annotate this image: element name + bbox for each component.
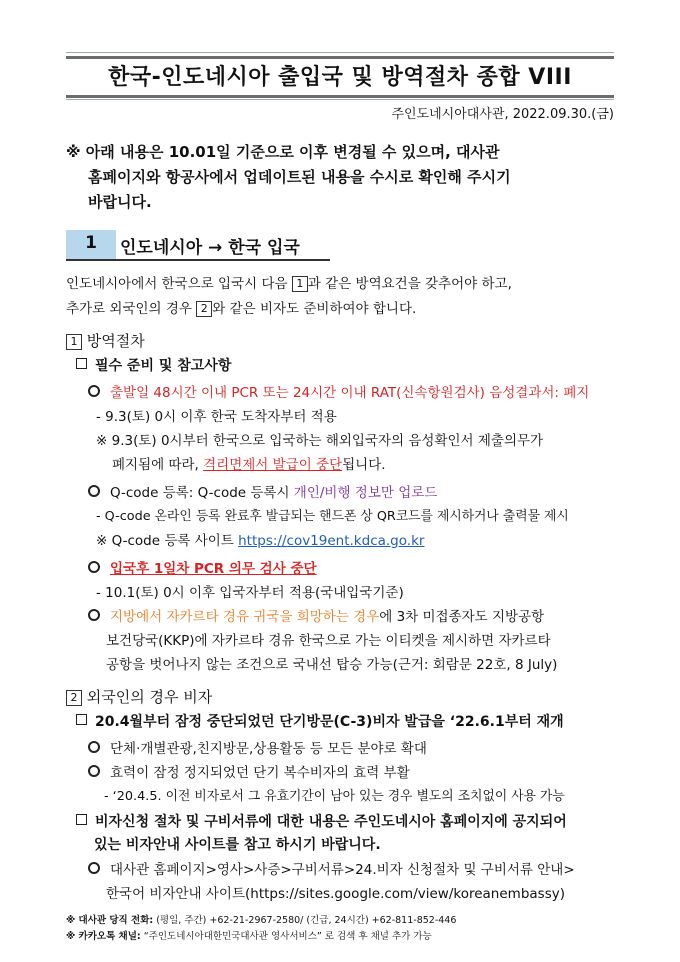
notice-line-2: 홈페이지와 항공사에서 업데이트된 내용을 수시로 확인해 주시기 <box>88 168 511 186</box>
circle-bullet-icon <box>88 385 100 397</box>
footer-duty-phone: ※ 대사관 당직 전화: (평일, 주간) +62-21-2967-2580/ (긴급, 24시간) +62-811-852-446 <box>66 915 457 926</box>
top-rule-thick <box>66 56 614 59</box>
part2-sub2-line-2: 있는 비자안내 사이트를 참고 하시기 바랍니다. <box>94 837 381 853</box>
item-qcode: Q-code 등록: Q-code 등록시 개인/비행 정보만 업로드 <box>88 481 437 501</box>
item-pcr-note-1: ※ 9.3(토) 0시부터 한국으로 입국하는 해외입국자의 음성확인서 제출의무가 <box>96 433 544 449</box>
document-title: 한국-인도네시아 출입국 및 방역절차 종합 VIII <box>108 65 572 90</box>
circle-bullet-icon <box>88 561 100 573</box>
part1-subheading: 필수 준비 및 참고사항 <box>76 355 231 375</box>
item-transit: 지방에서 자카르타 경유 귀국을 희망하는 경우에 3차 미접종자도 지방공항 <box>88 605 544 625</box>
boxed-number: 2 <box>66 690 82 706</box>
part2-sub1: 20.4월부터 잠정 중단되었던 단기방문(C-3)비자 발급을 ‘22.6.1부터 재개 <box>76 711 564 731</box>
part2-sub2-item1: 대사관 홈페이지>영사>사증>구비서류>24.비자 신청절차 및 구비서류 안내> <box>88 858 575 878</box>
part2-sub2: 비자신청 절차 및 구비서류에 대한 내용은 주인도네시아 홈페이지에 공지되어 <box>76 811 567 831</box>
part1-heading: 1 방역절차 <box>66 330 145 351</box>
item-transit-line-2: 보건당국(KKP)에 자카르타 경유 한국으로 가는 이티켓을 제시하면 자카르타 <box>106 633 551 649</box>
circle-bullet-icon <box>88 609 100 621</box>
item-transit-line-3: 공항을 벗어나지 않는 조건으로 국내선 탑승 가능(근거: 회람문 22호, 8 July) <box>106 657 558 673</box>
circle-bullet-icon <box>88 485 100 497</box>
part2-sub1-item2: 효력이 잠정 정지되었던 단기 복수비자의 효력 부활 <box>88 761 410 781</box>
square-bullet-icon <box>76 814 87 825</box>
notice-block <box>66 140 511 215</box>
square-bullet-icon <box>76 358 87 369</box>
item-pcr-dash: - 9.3(토) 0시 이후 한국 도착자부터 적용 <box>96 409 337 425</box>
section-title: 인도네시아 → 한국 입국 <box>120 238 300 258</box>
intro-line-1: 인도네시아에서 한국으로 입국시 다음 1 과 같은 방역요건을 갖추어야 하고, <box>66 276 512 292</box>
part2-sub1-item1: 단체·개별관광,친지방문,상용활동 등 모든 분야로 확대 <box>88 737 427 757</box>
top-rule-thin <box>66 52 614 53</box>
boxed-number: 2 <box>196 301 212 317</box>
title-rule-thick <box>66 95 614 98</box>
item-pcr-abolished: 출발일 48시간 이내 PCR 또는 24시간 이내 RAT(신속항원검사) 음성결과서: 폐지 <box>88 381 589 401</box>
qcode-site-link[interactable]: https://cov19ent.kdca.go.kr <box>238 533 425 549</box>
circle-bullet-icon <box>88 765 100 777</box>
part2-heading: 2 외국인의 경우 비자 <box>66 686 212 707</box>
boxed-number: 1 <box>292 276 308 292</box>
circle-bullet-icon <box>88 862 100 874</box>
item-qcode-note: ※ Q-code 등록 사이트 https://cov19ent.kdca.go.kr <box>96 533 425 549</box>
section-underline <box>66 259 330 261</box>
circle-bullet-icon <box>88 741 100 753</box>
item-pcr-day1: 입국후 1일차 PCR 의무 검사 중단 <box>88 557 317 577</box>
title-rule-thin <box>66 99 614 100</box>
part2-sub1-dash: - ‘20.4.5. 이전 비자로서 그 유효기간이 남아 있는 경우 별도의 조치없이 사용 가능 <box>104 789 565 804</box>
boxed-number: 1 <box>66 334 82 350</box>
item-qcode-dash: - Q-code 온라인 등록 완료후 발급되는 핸드폰 상 QR코드를 제시하거나 출력물 제시 <box>96 509 569 524</box>
footer-kakao-channel: ※ 카카오톡 채널: “주인도네시아대한민국대사관 영사서비스” 로 검색 후 채널 추가 가능 <box>66 931 432 942</box>
visa-guide-site[interactable]: 한국어 비자안내 사이트(https://sites.google.com/view/koreanembassy) <box>106 886 565 902</box>
issuer-date: 주인도네시아대사관, 2022.09.30.(금) <box>391 107 614 122</box>
item-pcr-note-2: 폐지됨에 따라, 격리면제서 발급이 중단됩니다. <box>112 457 386 473</box>
item-pcr-day1-dash: - 10.1(토) 0시 이후 입국자부터 적용(국내입국기준) <box>96 585 404 601</box>
notice-line-3: 바랍니다. <box>88 193 152 211</box>
intro-line-2: 추가로 외국인의 경우 2 와 같은 비자도 준비하여야 합니다. <box>66 301 417 317</box>
section-number: 1 <box>85 233 97 253</box>
square-bullet-icon <box>76 714 87 725</box>
notice-line-1: ※ 아래 내용은 10.01일 기준으로 이후 변경될 수 있으며, 대사관 <box>66 143 500 161</box>
